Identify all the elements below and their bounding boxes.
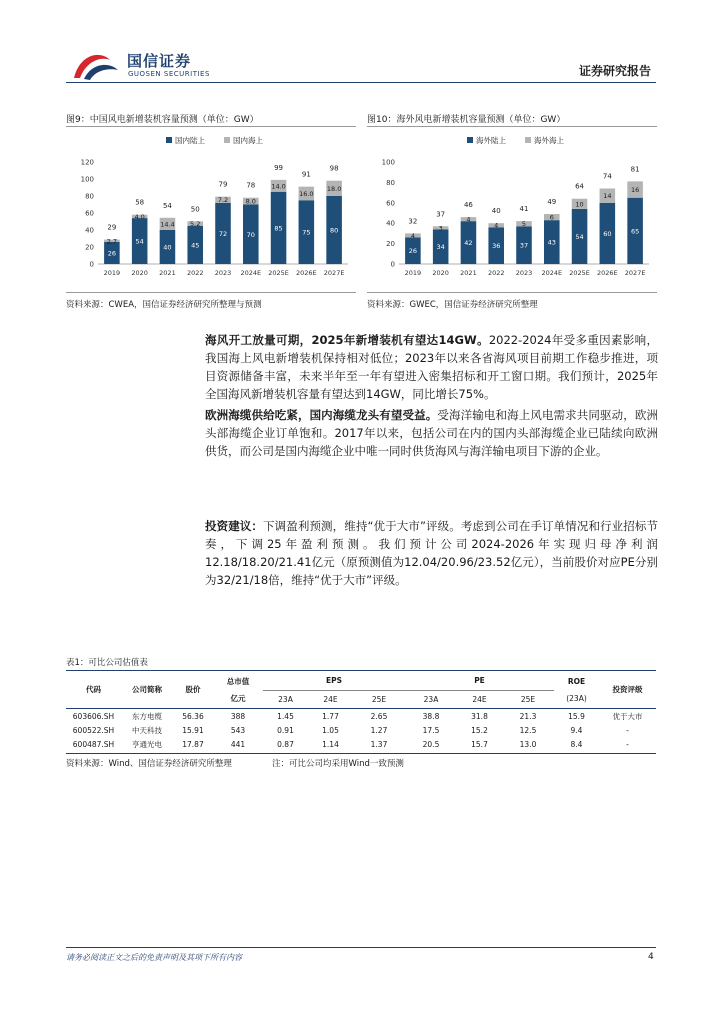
legend-label-1: 海外海上 bbox=[534, 136, 564, 145]
table-bottom-rule bbox=[66, 753, 656, 754]
bar-value-label: 42 bbox=[464, 239, 473, 248]
table-row bbox=[66, 723, 656, 737]
cell-eps25: 2.65 bbox=[370, 711, 388, 721]
bar-value-label: 45 bbox=[191, 241, 200, 250]
cell-name: 东方电缆 bbox=[132, 711, 162, 721]
bar-total-label: 41 bbox=[519, 205, 529, 214]
legend-swatch-0 bbox=[166, 137, 172, 143]
x-tick-label: 2019 bbox=[404, 269, 422, 277]
bar-value-label: 60 bbox=[603, 229, 612, 238]
x-tick-label: 2020 bbox=[131, 269, 148, 277]
bar-value-label: 85 bbox=[274, 224, 283, 233]
table-note: 注：可比公司均采用Wind一致预测 bbox=[272, 759, 404, 769]
fig10-source: 资料来源：GWEC，国信证券经济研究所整理 bbox=[367, 300, 538, 310]
th-eps: EPS bbox=[263, 672, 405, 690]
th-roe-sub: (23A) bbox=[566, 694, 587, 704]
table-row bbox=[66, 709, 656, 723]
th-eps-23a: 23A bbox=[278, 694, 293, 704]
cell-rating: - bbox=[626, 725, 629, 735]
bar-total-label: 81 bbox=[630, 165, 640, 174]
x-tick-label: 2019 bbox=[103, 269, 121, 277]
th-eps-24e: 24E bbox=[323, 694, 338, 704]
guosen-logo-icon bbox=[70, 48, 122, 82]
bar-value-label: 14 bbox=[603, 192, 612, 201]
x-tick-label: 2021 bbox=[460, 269, 477, 277]
cell-pe23: 38.8 bbox=[422, 711, 440, 721]
x-tick-label: 2026E bbox=[597, 269, 618, 277]
x-tick-label: 2022 bbox=[186, 269, 204, 277]
y-tick-label: 80 bbox=[386, 178, 395, 187]
bar-value-label: 65 bbox=[630, 227, 640, 236]
bar-value-label: 37 bbox=[519, 241, 529, 250]
cell-name: 亨通光电 bbox=[132, 739, 162, 749]
x-tick-label: 2022 bbox=[487, 269, 505, 277]
fig9-title: 图9：中国风电新增装机容量预测（单位：GW） bbox=[66, 115, 259, 125]
bar-value-label: 75 bbox=[302, 228, 311, 237]
th-pe-24e: 24E bbox=[472, 694, 487, 704]
th-eps-25e: 25E bbox=[371, 694, 387, 704]
y-tick-label: 20 bbox=[386, 240, 395, 249]
x-tick-label: 2021 bbox=[159, 269, 176, 277]
bar-value-label: 70 bbox=[246, 230, 255, 239]
bar-value-label: 3 bbox=[438, 224, 443, 233]
cell-code: 600487.SH bbox=[72, 739, 115, 749]
paragraph-offshore-wind-body: 2022-2024年受多重因素影响，我国海上风电新增装机保持相对低位；2023年以来各省海风项目前期工作稳步推进，项目资源储备丰富，未来半年至一年有望进入密集招标和开工窗口期。我们预计，2025年全国海风新增装机容量有望达到14GW，同比增长75%。 bbox=[205, 333, 658, 401]
bar-total-label: 32 bbox=[408, 217, 418, 226]
y-tick-label: 40 bbox=[85, 226, 94, 235]
paragraph-europe-cable bbox=[205, 406, 658, 460]
page-number: 4 bbox=[648, 952, 654, 962]
cell-pe23: 20.5 bbox=[422, 739, 440, 749]
bar-total-label: 29 bbox=[107, 223, 117, 232]
cell-mktcap: 543 bbox=[230, 725, 246, 735]
x-tick-label: 2024E bbox=[541, 269, 563, 277]
legend-swatch-1 bbox=[224, 137, 230, 143]
paragraph-europe-cable-body: 受海洋输电和海上风电需求共同驱动，欧洲头部海缆企业订单饱和。2017年以来，包括公司在内的国内头部海缆企业已陆续向欧洲供货，而公司是国内海缆企业中唯一同时供货海风与海洋输电项目下游的企业。 bbox=[205, 408, 659, 458]
th-pe-25e: 25E bbox=[520, 694, 536, 704]
y-tick-label: 60 bbox=[85, 209, 94, 218]
overseas-wind-chart bbox=[367, 130, 657, 290]
cell-pe25: 13.0 bbox=[519, 739, 537, 749]
bar-value-label: 5.2 bbox=[190, 220, 201, 229]
bar-total-label: 91 bbox=[301, 170, 311, 179]
bar-total-label: 49 bbox=[547, 198, 557, 207]
x-tick-label: 2026E bbox=[296, 269, 317, 277]
cell-roe: 8.4 bbox=[570, 739, 583, 749]
cell-price: 15.91 bbox=[182, 725, 204, 735]
bar-value-label: 54 bbox=[135, 237, 144, 246]
cell-pe24: 31.8 bbox=[471, 711, 488, 721]
bar-total-label: 50 bbox=[190, 205, 200, 214]
bar-value-label: 54 bbox=[575, 232, 584, 241]
y-tick-label: 0 bbox=[89, 260, 94, 269]
paragraph-investment-body: 下调盈利预测，维持“优于大市”评级。考虑到公司在手订单情况和行业招标节奏，下调25年盈利预测。我们预计公司2024-2026年实现归母净利润12.18/18.20/21.41亿元（原预测值为12.04/20.96/23.52亿元），当前股价对应PE分别为32/21/18倍，维持“优于大市”评级。 bbox=[205, 519, 658, 587]
y-tick-label: 120 bbox=[80, 158, 94, 167]
cell-rating: - bbox=[626, 739, 629, 749]
cell-price: 56.36 bbox=[182, 711, 204, 721]
bar-value-label: 10 bbox=[575, 200, 584, 209]
cell-eps24: 1.05 bbox=[322, 725, 339, 735]
x-tick-label: 2023 bbox=[515, 269, 533, 277]
cell-price: 17.87 bbox=[182, 739, 204, 749]
cell-eps25: 1.27 bbox=[370, 725, 388, 735]
cell-code: 600522.SH bbox=[72, 725, 115, 735]
paragraph-europe-cable-lead: 欧洲海缆供给吃紧，国内海缆龙头有望受益。 bbox=[205, 408, 438, 422]
bar-value-label: 43 bbox=[547, 238, 556, 247]
report-type: 证券研究报告 bbox=[579, 64, 652, 78]
y-tick-label: 60 bbox=[386, 199, 395, 208]
cell-eps24: 1.14 bbox=[322, 739, 339, 749]
legend-swatch-1 bbox=[525, 137, 531, 143]
bar-value-label: 16 bbox=[630, 186, 640, 195]
bar-value-label: 40 bbox=[163, 243, 172, 252]
legend-label-0: 国内陆上 bbox=[175, 136, 205, 145]
cell-pe24: 15.7 bbox=[471, 739, 488, 749]
bar-total-label: 58 bbox=[135, 198, 145, 207]
paragraph-investment bbox=[205, 517, 658, 589]
cell-code: 603606.SH bbox=[72, 711, 115, 721]
legend-swatch-0 bbox=[467, 137, 473, 143]
cell-eps23: 1.45 bbox=[277, 711, 294, 721]
x-tick-label: 2024E bbox=[240, 269, 262, 277]
bar-total-label: 99 bbox=[274, 163, 284, 172]
y-tick-label: 0 bbox=[390, 260, 395, 269]
legend-label-1: 国内海上 bbox=[233, 136, 263, 145]
th-rating: 投资评级 bbox=[612, 685, 643, 695]
bar-total-label: 40 bbox=[491, 207, 501, 216]
cell-roe: 9.4 bbox=[570, 725, 583, 735]
bar-total-label: 37 bbox=[436, 210, 446, 219]
table-row bbox=[66, 737, 656, 751]
cell-name: 中天科技 bbox=[132, 725, 162, 735]
fig9-bottom-rule bbox=[66, 292, 356, 293]
fig10-bottom-rule bbox=[367, 292, 657, 293]
legend-label-0: 海外陆上 bbox=[476, 136, 506, 145]
bar-value-label: 34 bbox=[436, 243, 445, 252]
bar-value-label: 4 bbox=[494, 221, 499, 230]
china-wind-chart bbox=[66, 130, 356, 290]
bar-value-label: 26 bbox=[408, 247, 418, 256]
chart-legend bbox=[467, 135, 564, 145]
bar-value-label: 72 bbox=[218, 229, 228, 238]
fig9-source: 资料来源：CWEA，国信证券经济研究所整理与预测 bbox=[66, 300, 262, 310]
cell-pe24: 15.2 bbox=[471, 725, 488, 735]
y-tick-label: 100 bbox=[80, 175, 94, 184]
chart-legend bbox=[166, 135, 263, 145]
header-divider bbox=[66, 82, 656, 83]
cell-roe: 15.9 bbox=[568, 711, 585, 721]
bar-value-label: 8.0 bbox=[245, 197, 256, 206]
fig10-title-rule bbox=[367, 126, 657, 127]
y-tick-label: 100 bbox=[381, 158, 395, 167]
bar-total-label: 98 bbox=[329, 164, 339, 173]
th-code: 代码 bbox=[86, 685, 101, 695]
bar-value-label: 26 bbox=[107, 249, 117, 258]
x-tick-label: 2025E bbox=[569, 269, 590, 277]
th-pe-23a: 23A bbox=[423, 694, 439, 704]
bar-value-label: 4 bbox=[466, 215, 471, 224]
bar-value-label: 7.2 bbox=[217, 196, 229, 205]
cell-rating: 优于大市 bbox=[612, 711, 643, 721]
x-tick-label: 2027E bbox=[624, 269, 646, 277]
cell-eps25: 1.37 bbox=[370, 739, 388, 749]
bar-value-label: 4.0 bbox=[134, 212, 145, 221]
cell-eps23: 0.87 bbox=[277, 739, 294, 749]
brand-name: 国信证券 bbox=[127, 52, 192, 70]
paragraph-investment-lead: 投资建议： bbox=[205, 519, 264, 533]
bar-value-label: 80 bbox=[329, 226, 339, 235]
table-title: 表1：可比公司估值表 bbox=[66, 658, 148, 668]
bar-value-label: 36 bbox=[492, 242, 501, 251]
bar-value-label: 5 bbox=[521, 220, 527, 229]
paragraph-offshore-wind-lead: 海风开工放量可期，2025年新增装机有望达14GW。 bbox=[205, 333, 489, 347]
cell-pe25: 21.3 bbox=[519, 711, 537, 721]
cell-pe25: 12.5 bbox=[519, 725, 537, 735]
bar-value-label: 14.0 bbox=[271, 182, 286, 191]
fig10-title: 图10：海外风电新增装机容量预测（单位：GW） bbox=[367, 115, 566, 125]
cell-mktcap: 441 bbox=[230, 739, 246, 749]
th-name: 公司简称 bbox=[132, 685, 162, 695]
bar-total-label: 74 bbox=[602, 172, 612, 181]
valuation-table bbox=[66, 672, 656, 751]
fig9-title-rule bbox=[66, 126, 356, 127]
bar-value-label: 16.0 bbox=[299, 189, 314, 198]
y-tick-label: 20 bbox=[85, 243, 94, 252]
bar-total-label: 79 bbox=[218, 180, 228, 189]
bar-total-label: 54 bbox=[162, 201, 172, 210]
paragraph-offshore-wind bbox=[205, 331, 658, 403]
x-tick-label: 2020 bbox=[432, 269, 449, 277]
cell-mktcap: 388 bbox=[230, 711, 246, 721]
cell-pe23: 17.5 bbox=[422, 725, 440, 735]
cell-eps23: 0.91 bbox=[277, 725, 294, 735]
x-tick-label: 2027E bbox=[323, 269, 345, 277]
footer-disclaimer: 请务必阅读正文之后的免责声明及其项下所有内容 bbox=[66, 953, 242, 962]
th-mktcap-unit: 亿元 bbox=[230, 694, 246, 704]
table-source: 资料来源：Wind、国信证券经济研究所整理 bbox=[66, 759, 232, 769]
bar-value-label: 6 bbox=[549, 213, 554, 222]
bar-total-label: 46 bbox=[463, 201, 473, 210]
bar-value-label: 14.4 bbox=[160, 220, 175, 229]
th-price: 股价 bbox=[185, 685, 201, 695]
table-top-rule bbox=[66, 670, 656, 671]
bar-total-label: 78 bbox=[246, 181, 256, 190]
th-roe: ROE bbox=[567, 676, 586, 686]
footer-divider bbox=[66, 947, 656, 948]
y-tick-label: 80 bbox=[85, 192, 94, 201]
x-tick-label: 2025E bbox=[268, 269, 289, 277]
bar-value-label: 2.7 bbox=[106, 237, 118, 246]
y-tick-label: 40 bbox=[386, 219, 395, 228]
bar-value-label: 4 bbox=[410, 231, 415, 240]
bar-value-label: 18.0 bbox=[326, 184, 342, 193]
header bbox=[0, 0, 724, 90]
x-tick-label: 2023 bbox=[214, 269, 232, 277]
th-mktcap: 总市值 bbox=[226, 676, 250, 686]
th-pe: PE bbox=[405, 672, 554, 690]
brand-name-en: GUOSEN SECURITIES bbox=[128, 70, 210, 78]
bar-total-label: 64 bbox=[575, 182, 585, 191]
cell-eps24: 1.77 bbox=[322, 711, 339, 721]
